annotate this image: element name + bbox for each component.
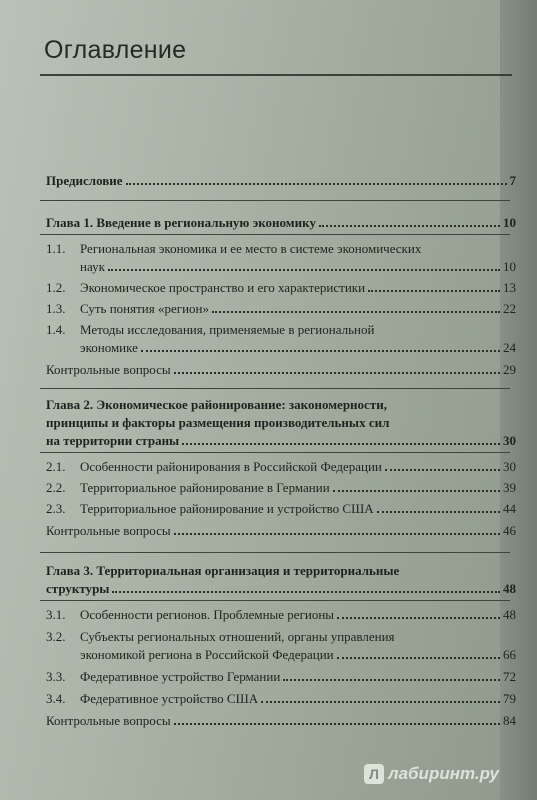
section-title-line: Территориальное районирование и устройство США [80,501,374,516]
section-number: 2.3. [46,501,66,516]
section-page: 39 [503,480,516,495]
review-questions-title: Контрольные вопросы [46,523,171,538]
separator-rule [40,388,510,389]
leader-dots [141,350,500,352]
chapter-page: 30 [503,433,516,448]
leader-dots [337,617,500,619]
section-title-line: Методы исследования, применяемые в региональной [80,322,375,337]
chapter-title-line: Глава 3. Территориальная организация и территориальные [46,563,400,578]
leader-dots [333,490,500,492]
section-page: 22 [503,301,516,316]
leader-dots [377,511,500,513]
section-number: 1.4. [46,322,66,337]
leader-dots [337,657,500,659]
section-number: 1.3. [46,301,66,316]
separator-rule [40,200,510,201]
leader-dots [108,269,500,271]
leader-dots [368,290,500,292]
section-title-line: Особенности регионов. Проблемные регионы [80,607,335,622]
section-title-line: Федеративное устройство Германии [80,669,281,684]
section-title-line: наук [80,259,105,274]
section-number: 3.4. [46,691,66,706]
chapter-title-line: принципы и факторы размещения производительных сил [46,415,390,430]
section-title-line: Субъекты региональных отношений, органы управления [80,629,395,644]
review-questions-title: Контрольные вопросы [46,362,171,377]
section-number: 3.2. [46,629,66,644]
watermark-text: лабиринт.ру [388,764,499,783]
section-title-line: экономике [80,340,138,355]
section-number: 1.1. [46,241,66,256]
section-page: 30 [503,459,516,474]
section-page: 66 [503,647,516,662]
review-questions-page: 46 [503,523,516,538]
toc-preface [46,172,516,190]
leader-dots [174,372,500,374]
chapter-3-sections [46,606,516,730]
section-title-line: Суть понятия «регион» [80,301,209,316]
leader-dots [182,443,500,445]
chapter-title-line: на территории страны [46,433,180,448]
leader-dots [112,591,500,593]
section-number: 2.1. [46,459,66,474]
leader-dots [212,311,500,313]
chapter-title-line: Глава 2. Экономическое районирование: закономерности, [46,397,387,412]
labirint-logo-icon: Л [364,764,384,784]
section-page: 10 [503,259,516,274]
title-rule [40,74,512,76]
section-title-line: Территориальное районирование в Германии [80,480,330,495]
section-page: 48 [503,607,516,622]
leader-dots [261,701,500,703]
chapter-1-sections [46,240,516,379]
leader-dots [283,679,500,681]
leader-dots [319,225,500,227]
section-title-line: экономикой региона в Российской Федерации [80,647,334,662]
section-page: 79 [503,691,516,706]
review-questions-title: Контрольные вопросы [46,713,171,728]
separator-rule [40,452,510,453]
separator-rule [40,234,510,235]
section-title-line: Экономическое пространство и его характеристики [80,280,366,295]
chapter-page: 10 [503,215,516,230]
section-title-line: Федеративное устройство США [80,691,259,706]
section-number: 1.2. [46,280,66,295]
site-watermark [364,764,499,784]
chapter-title-line: структуры [46,581,110,596]
section-number: 3.3. [46,669,66,684]
chapter-3 [46,562,516,598]
leader-dots [126,183,507,185]
separator-rule [40,552,510,553]
chapter-2 [46,396,516,450]
page-title: Оглавление [44,36,187,64]
chapter-page: 48 [503,581,516,596]
section-number: 3.1. [46,607,66,622]
section-page: 72 [503,669,516,684]
preface-page: 7 [509,173,516,188]
review-questions-page: 29 [503,362,516,377]
chapter-2-sections [46,458,516,540]
chapter-title: Глава 1. Введение в региональную экономику [46,215,316,230]
leader-dots [385,469,500,471]
chapter-1 [46,214,516,232]
section-page: 44 [503,501,516,516]
section-title-line: Региональная экономика и ее место в системе экономических [80,241,422,256]
review-questions-page: 84 [503,713,516,728]
leader-dots [174,533,500,535]
preface-title: Предисловие [46,173,123,188]
separator-rule [40,600,510,601]
leader-dots [174,723,500,725]
section-page: 13 [503,280,516,295]
section-number: 2.2. [46,480,66,495]
section-page: 24 [503,340,516,355]
section-title-line: Особенности районирования в Российской Федерации [80,459,382,474]
